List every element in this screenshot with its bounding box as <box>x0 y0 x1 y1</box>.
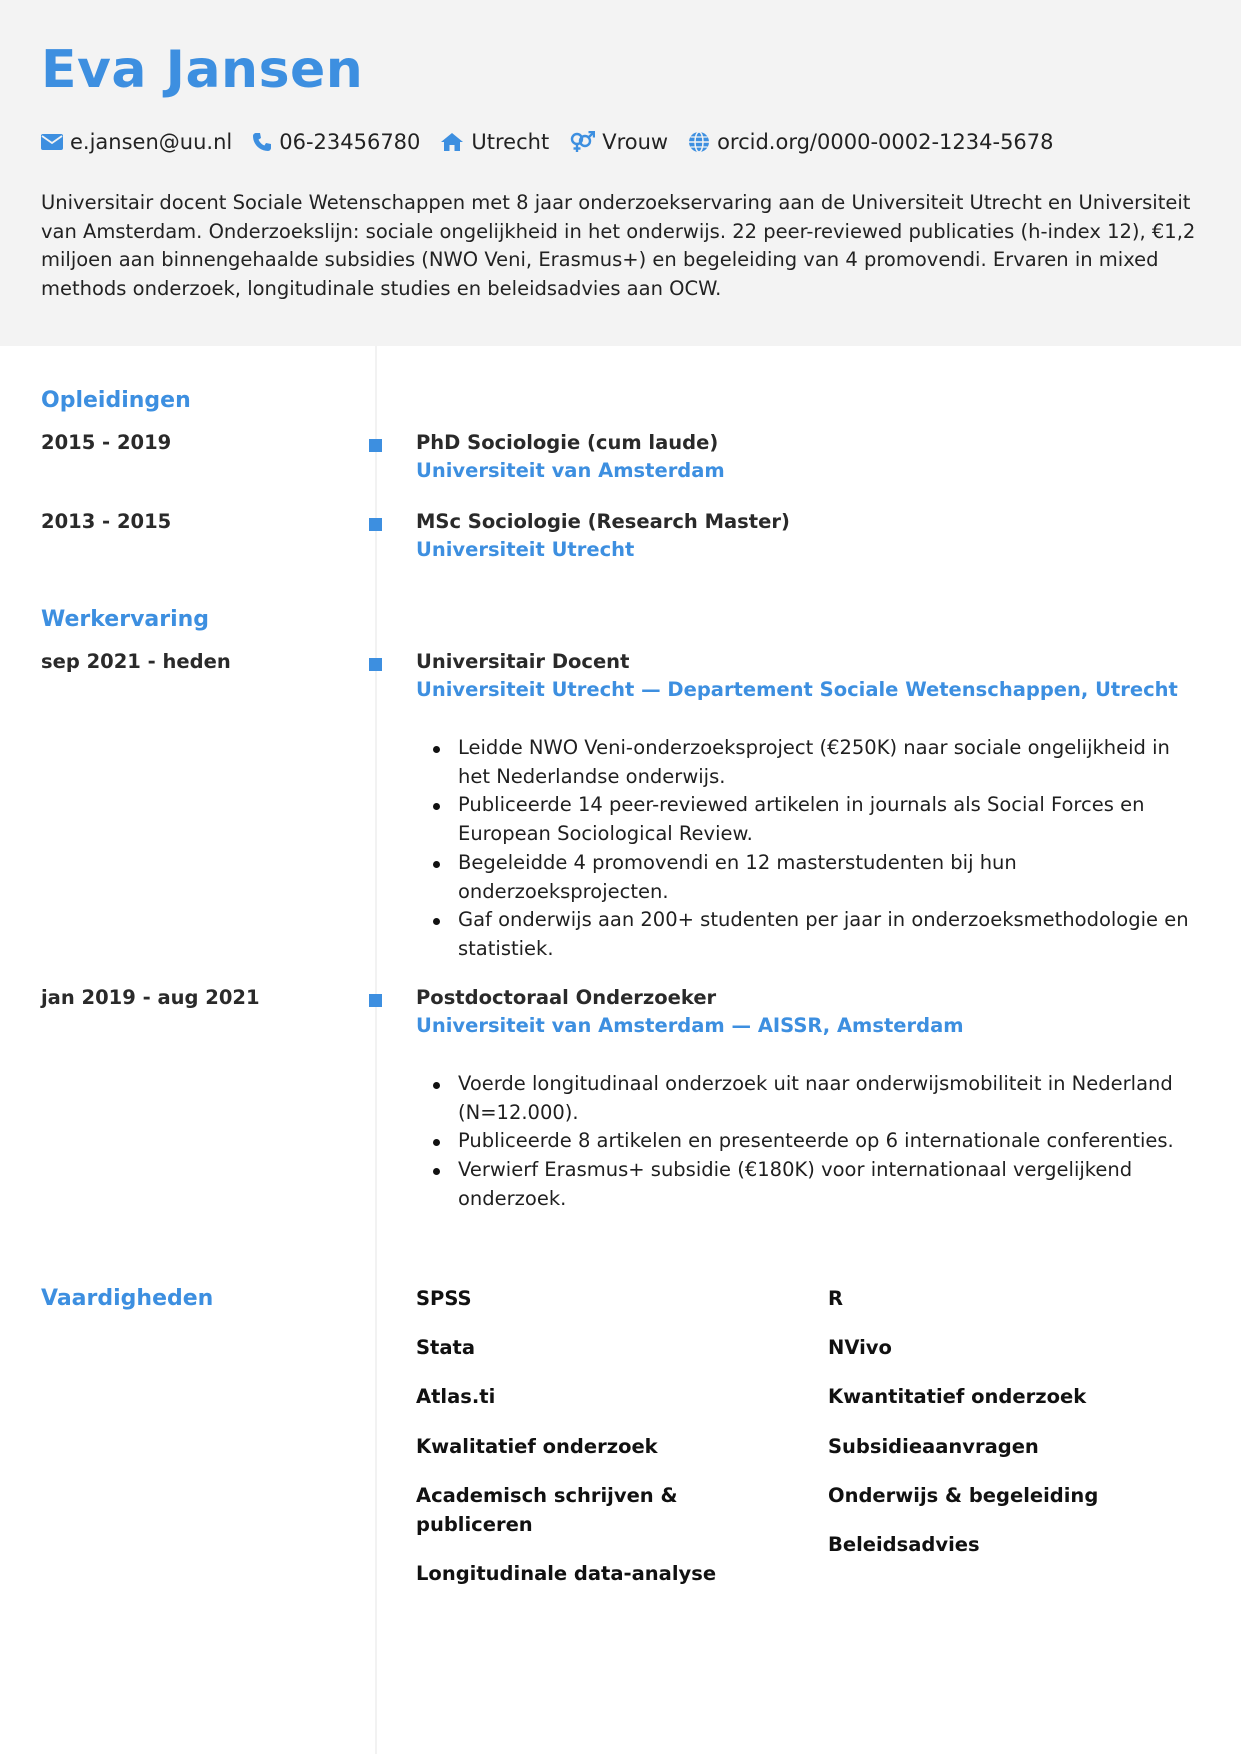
skill-item: R <box>828 1287 844 1310</box>
gender-text: Vrouw <box>602 130 669 154</box>
achievement-item: Publiceerde 14 peer-reviewed artikelen in journals als Social Forces en European Sociological Review. <box>416 791 1196 848</box>
achievement-item: Verwierf Erasmus+ subsidie (€180K) voor internationaal vergelijkend onderzoek. <box>416 1156 1196 1213</box>
orcid-link: orcid.org/0000-0002-1234-5678 <box>717 130 1054 154</box>
skill-item: NVivo <box>828 1336 892 1359</box>
experience-organization: Universiteit Utrecht — Departement Sociale Wetenschappen, Utrecht <box>416 678 1178 701</box>
skill-item: Academisch schrijven & publiceren <box>416 1484 678 1536</box>
gender-icon <box>569 131 595 153</box>
timeline-marker <box>369 658 382 671</box>
skill-item: Beleidsadvies <box>828 1533 980 1556</box>
achievement-item: Publiceerde 8 artikelen en presenteerde op 6 internationale conferenties. <box>416 1127 1196 1156</box>
phone-text: 06-23456780 <box>279 130 421 154</box>
skill-item: Stata <box>416 1336 476 1359</box>
phone-icon <box>252 132 272 152</box>
envelope-icon <box>41 134 63 150</box>
experience-role: Postdoctoraal Onderzoeker <box>416 986 717 1009</box>
experience-period: sep 2021 - heden <box>41 650 231 673</box>
email-text: e.jansen@uu.nl <box>70 130 233 154</box>
globe-icon <box>688 131 710 153</box>
experience-period: jan 2019 - aug 2021 <box>41 986 260 1009</box>
education-degree: PhD Sociologie (cum laude) <box>416 431 719 454</box>
education-institution: Universiteit Utrecht <box>416 538 635 561</box>
timeline-marker <box>369 994 382 1007</box>
profile-summary: Universitair docent Sociale Wetenschappen met 8 jaar onderzoekservaring aan de Universiteit Utrecht en Universiteit van Amsterdam. Onderzoekslijn: sociale ongelijkheid in het onderwijs. 22 peer-reviewed publicaties (h-index 12), €1,2 miljoen aan binnengehaalde subsidies (NWO Veni, Erasmus+) en begeleiding van 4 promovendi. Ervaren in mixed methods onderzoek, longitudinale studies en beleidsadvies aan OCW. <box>41 191 1196 300</box>
skill-item: Kwalitatief onderzoek <box>416 1435 658 1458</box>
contact-bar <box>41 129 1074 155</box>
contact-city <box>440 130 549 154</box>
education-degree: MSc Sociologie (Research Master) <box>416 510 790 533</box>
experience-achievements <box>416 734 1196 964</box>
timeline-divider <box>375 346 377 1754</box>
education-period: 2015 - 2019 <box>41 431 172 454</box>
achievement-item: Leidde NWO Veni-onderzoeksproject (€250K) naar sociale ongelijkheid in het Nederlandse onderwijs. <box>416 734 1196 791</box>
candidate-name: Eva Jansen <box>41 40 364 100</box>
home-icon <box>440 132 464 152</box>
city-text: Utrecht <box>471 130 550 154</box>
skill-item: SPSS <box>416 1287 472 1310</box>
header-panel <box>0 0 1241 346</box>
skill-item: Longitudinale data-analyse <box>416 1562 717 1585</box>
contact-gender <box>569 130 668 154</box>
section-title-skills: Vaardigheden <box>41 1286 214 1311</box>
contact-phone[interactable] <box>252 130 420 154</box>
experience-role: Universitair Docent <box>416 650 630 673</box>
achievement-item: Voerde longitudinaal onderzoek uit naar onderwijsmobiliteit in Nederland (N=12.000). <box>416 1070 1196 1127</box>
section-title-experience: Werkervaring <box>41 607 210 632</box>
education-period: 2013 - 2015 <box>41 510 172 533</box>
experience-organization: Universiteit van Amsterdam — AISSR, Amsterdam <box>416 1014 964 1037</box>
skill-item: Onderwijs & begeleiding <box>828 1484 1099 1507</box>
timeline-marker <box>369 439 382 452</box>
timeline-marker <box>369 518 382 531</box>
achievement-item: Begeleidde 4 promovendi en 12 masterstudenten bij hun onderzoeksprojecten. <box>416 849 1196 906</box>
skill-item: Kwantitatief onderzoek <box>828 1385 1087 1408</box>
contact-email[interactable] <box>41 130 232 154</box>
education-institution: Universiteit van Amsterdam <box>416 459 725 482</box>
skill-item: Subsidieaanvragen <box>828 1435 1039 1458</box>
experience-achievements <box>416 1070 1196 1214</box>
skill-item: Atlas.ti <box>416 1385 496 1408</box>
section-title-education: Opleidingen <box>41 388 191 413</box>
contact-orcid[interactable] <box>688 130 1053 154</box>
achievement-item: Gaf onderwijs aan 200+ studenten per jaar in onderzoeksmethodologie en statistiek. <box>416 906 1196 963</box>
